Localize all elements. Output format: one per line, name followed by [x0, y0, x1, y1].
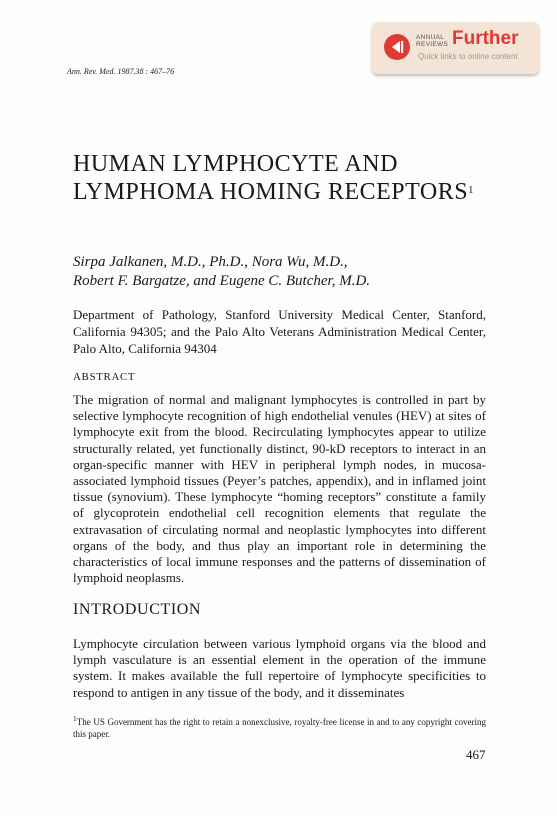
further-subtitle: Quick links to online content [418, 52, 518, 61]
footnote [73, 713, 486, 740]
footnote-text: The US Government has the right to retain a nonexclusive, royalty-free license in and to any copyright covering this paper. [73, 717, 486, 739]
further-banner[interactable] [372, 22, 539, 74]
affiliation: Department of Pathology, Stanford University Medical Center, Stanford, California 94305; and the Palo Alto Veterans Administration Medical Center, Palo Alto, California 94304 [73, 307, 486, 356]
annual-reviews-label: ANNUAL REVIEWS [416, 34, 449, 48]
introduction-heading: INTRODUCTION [73, 601, 202, 618]
author-line-1: Sirpa Jalkanen, M.D., Ph.D., Nora Wu, M.D., [73, 254, 348, 270]
paper-title [73, 150, 493, 206]
author-line-2: Robert F. Bargatze, and Eugene C. Butcher, M.D. [73, 273, 371, 289]
page-number: 467 [466, 747, 486, 762]
paper-title-text: HUMAN LYMPHOCYTE AND LYMPHOMA HOMING RECEPTORS [73, 151, 469, 205]
journal-citation: Ann. Rev. Med. 1987.38 : 467–76 [67, 67, 175, 76]
play-back-icon [384, 34, 410, 60]
further-label: Further [452, 28, 519, 49]
title-footnote-mark: 1 [468, 184, 475, 196]
author-list [73, 253, 493, 291]
footnote-mark: 1 [73, 714, 77, 723]
abstract-heading: ABSTRACT [73, 371, 136, 383]
abstract-text: The migration of normal and malignant lymphocytes is controlled in part by selective lymphocyte recognition of high endothelial venules (HEV) at sites of lymphocyte exit from the blood. Recirculating lymphocytes appear to utilize structurally related, yet functionally distinct, 90-kD receptors to interact in an organ-specific manner with HEV in peripheral lymph nodes, in mucosa-associated lymphoid tissues (Peyer’s patches, appendix), and in inflamed joint tissue (synovium). These lymphocyte “homing receptors” constitute a family of glycoprotein endothelial cell recognition elements that regulate the extravasation of circulating normal and neoplastic lymphocytes into different organs of the body, and thus play an important role in determining the characteristics of local immune responses and the patterns of dissemination of lymphoid neoplasms. [73, 392, 486, 586]
introduction-text: Lymphocyte circulation between various lymphoid organs via the blood and lymph vasculature is an essential element in the operation of the immune system. It makes available the full repertoire of lymphocyte specificities to respond to antigen in any tissue of the body, and it disseminates [73, 636, 486, 700]
